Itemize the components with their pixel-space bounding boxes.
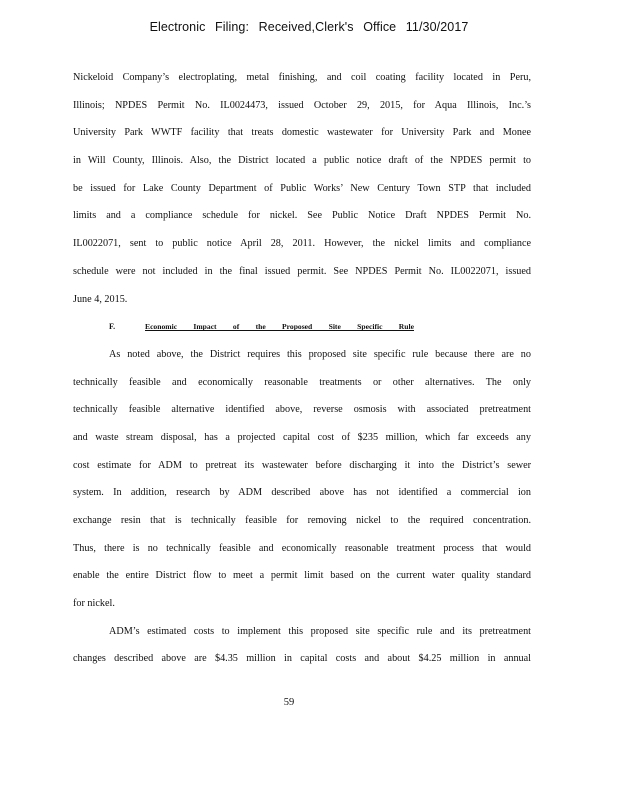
section-letter: F. xyxy=(109,322,116,332)
text-line: limits and a compliance schedule for nickel. See Public Notice Draft NPDES Permit No. xyxy=(73,210,531,222)
text-line: Illinois; NPDES Permit No. IL0024473, issued October 29, 2015, for Aqua Illinois, Inc.’s xyxy=(73,99,531,111)
text-line: cost estimate for ADM to pretreat its wastewater before discharging it into the District’s sewer xyxy=(73,459,531,471)
page-number: 59 xyxy=(283,697,295,708)
paragraph-economic-impact xyxy=(73,348,531,625)
text-line: schedule were not included in the final issued permit. See NPDES Permit No. IL0022071, issued xyxy=(73,265,531,277)
text-line: in Will County, Illinois. Also, the District located a public notice draft of the NPDES permit to xyxy=(73,155,531,167)
text-line: and waste stream disposal, has a projected capital cost of $235 million, which far exceeds any xyxy=(73,431,531,443)
text-line: be issued for Lake County Department of Public Works’ New Century Town STP that included xyxy=(73,182,531,194)
text-line: Thus, there is no technically feasible and economically reasonable treatment process that would xyxy=(73,542,531,554)
text-line: IL0022071, sent to public notice April 28, 2011. However, the nickel limits and compliance xyxy=(73,238,531,250)
text-line: Nickeloid Company’s electroplating, metal finishing, and coil coating facility located in Peru, xyxy=(73,72,531,83)
text-line: technically feasible alternative identified above, reverse osmosis with associated pretreatment xyxy=(73,404,531,416)
text-line: ADM’s estimated costs to implement this proposed site specific rule and its pretreatment xyxy=(109,625,531,637)
paragraph-nickel-permits xyxy=(73,71,531,320)
text-line: technically feasible and economically reasonable treatments or other alternatives. The only xyxy=(73,376,531,388)
text-line: system. In addition, research by ADM described above has not identified a commercial ion xyxy=(73,487,531,499)
section-title: Economic Impact of the Proposed Site Specific Rule xyxy=(145,322,414,332)
filing-stamp-header: Electronic Filing: Received,Clerk's Office 11/30/2017 xyxy=(149,20,469,34)
text-line: for nickel. xyxy=(73,598,115,610)
text-line: As noted above, the District requires this proposed site specific rule because there are no xyxy=(109,348,531,360)
paragraph-adm-costs xyxy=(73,625,531,680)
text-line: June 4, 2015. xyxy=(73,293,128,305)
document-body xyxy=(73,71,531,680)
text-line: enable the entire District flow to meet a permit limit based on the current water quality standard xyxy=(73,570,531,582)
text-line: changes described above are $4.35 million in capital costs and about $4.25 million in annual xyxy=(73,653,531,665)
section-heading xyxy=(73,320,531,348)
text-line: University Park WWTF facility that treats domestic wastewater for University Park and Monee xyxy=(73,127,531,139)
text-line: exchange resin that is technically feasible for removing nickel to the required concentration. xyxy=(73,515,531,526)
